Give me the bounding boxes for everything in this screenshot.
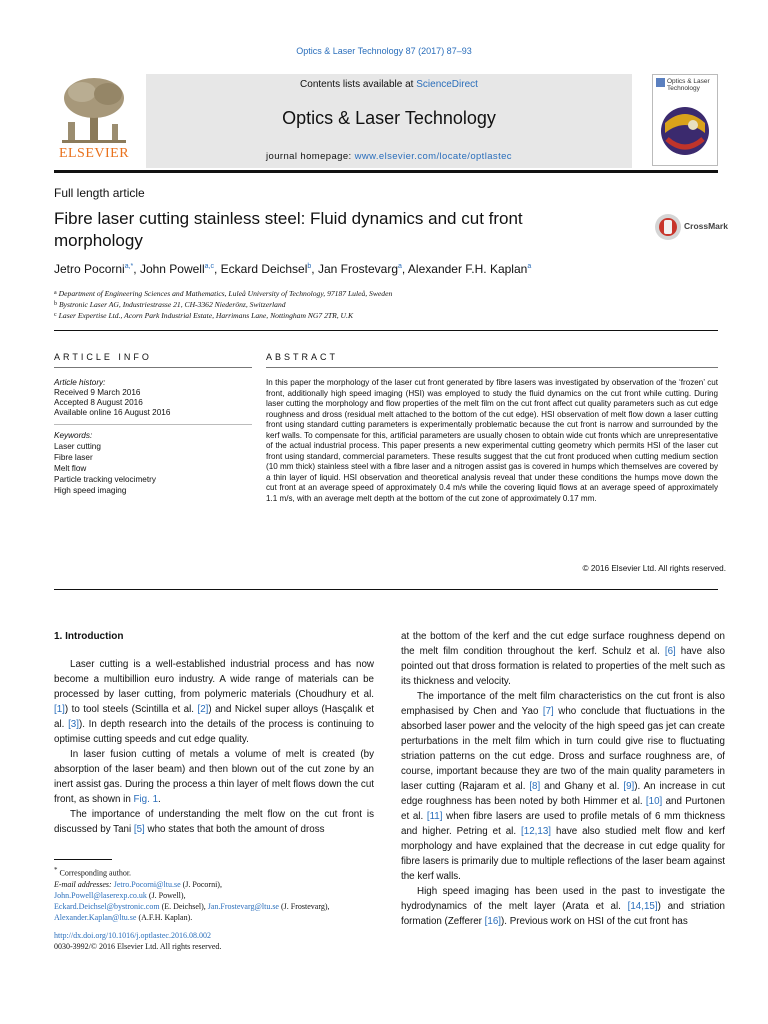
history-rule [54,424,252,425]
body-text: and Ghany et al. [540,781,624,792]
body-text: have also studied melt flow and kerf morphology and have explained that the decrease in cut edge quality for fibre lasers is primarily due to multiple reflections of the laser beam against the kerf walls. [401,826,725,882]
citation-link[interactable]: [11] [426,811,443,822]
paper-title: Fibre laser cutting stainless steel: Fluid dynamics and cut front morphology [54,209,523,250]
email-link[interactable]: Eckard.Deichsel@bystronic.com [54,901,160,911]
doi-block [54,930,374,952]
body-text: who states that both the amount of dross [144,824,325,835]
sciencedirect-link[interactable]: ScienceDirect [416,79,478,90]
body-text: have also pointed out that dross formation is related to properties of the melt such as its thickness and velocity. [401,646,725,687]
body-text: The importance of understanding the melt flow on the cut front is discussed by Tani [54,809,374,835]
history-accepted: Accepted 8 August 2016 [54,398,143,407]
section-rule [54,330,718,331]
contents-prefix: Contents lists available at [300,79,414,90]
author-name[interactable]: Jetro Pocorni [54,262,125,276]
article-info-rule [54,367,252,368]
email-link[interactable]: Jan.Frostevarg@ltu.se [207,901,279,911]
author-affiliation-mark[interactable]: a [527,263,532,270]
citation-link[interactable]: [9] [623,781,635,792]
body-column-right [401,629,725,929]
right-paragraphs [401,629,725,929]
crossmark-icon [654,213,682,241]
citation-link[interactable]: [16] [484,916,502,927]
citation-link[interactable]: [14,15] [627,901,658,912]
keyword: High speed imaging [54,486,127,495]
body-text: ). An increase in cut edge roughness has been noted by both Himmer et al. [401,781,725,807]
citation-link[interactable]: [7] [542,706,554,717]
body-text: at the bottom of the kerf and the cut edge surface roughness depend on the melt film condition throughout the kerf. Schulz et al. [401,631,725,657]
citation-link[interactable]: Fig. 1 [133,794,159,805]
affiliation: $^b$ Bystronic Laser AG, Industriestrasse 21, CH-3362 Niederönz, Switzerland [54,300,286,309]
footnote-rule [54,859,112,860]
keywords-label: Keywords: [54,431,93,440]
keyword: Fibre laser [54,453,93,462]
affiliation: $^a$ Department of Engineering Sciences and Mathematics, Luleå University of Technology, 97187 Luleå, Sweden [54,289,393,298]
author-name[interactable]: Alexander F.H. Kaplan [407,262,528,276]
body-rule [54,589,718,590]
homepage-label: journal homepage: [266,151,352,162]
body-text: ). Previous work on HSI of the cut front has [501,916,688,927]
paragraph [401,629,725,689]
abstract-copyright: © 2016 Elsevier Ltd. All rights reserved. [582,564,726,573]
body-text: ). In depth research into the details of the process is continuing to optimise cutting speeds and cut edge quality. [54,719,374,745]
paragraph [54,657,374,747]
body-text: . [158,794,161,805]
history-received: Received 9 March 2016 [54,388,141,397]
homepage-line [146,151,632,162]
crossmark-badge[interactable] [654,213,734,241]
cover-title: Optics & Laser Technology [667,78,710,92]
abstract-heading: ABSTRACT [266,352,339,362]
abstract-rule [266,367,718,368]
author-affiliation-mark[interactable]: a,c [204,263,214,270]
left-paragraphs [54,657,374,837]
body-column-left [54,629,374,837]
body-text: The importance of the melt film characteristics on the cut front is also emphasised by Chen and Yao [401,691,725,717]
journal-header [54,74,718,170]
body-text: In laser fusion cutting of metals a volume of melt is created (by absorption of the laser beam) and then blown out of the cut zone by an inert assist gas. During the process a thin layer of melt flows down the cut front, as shown in [54,749,374,805]
author-name[interactable]: Eckard Deichsel [220,262,308,276]
keyword: Laser cutting [54,442,101,451]
citation-link[interactable]: [8] [529,781,541,792]
body-text: who conclude that fluctuations in the absorbed laser power and the velocity of the high speed gas jet can create perturbations in the melt film which in turn could give rise to fluctuating striation patterns on the cut edge. Dross and surface roughness are, of course, important because they are two of the main quality parameters in laser cutting (Rajaram et al. [401,706,725,792]
journal-cover-thumbnail[interactable] [652,74,718,166]
publisher-logo-text: ELSEVIER [58,146,130,161]
header-rule [54,170,718,173]
contents-line [146,79,632,90]
affiliations [54,288,718,321]
history-label: Article history: [54,378,106,387]
doi-link[interactable]: http://dx.doi.org/10.1016/j.optlastec.2016.08.002 [54,931,211,940]
footnotes [54,865,394,923]
author-affiliation-mark[interactable]: a,* [124,263,134,270]
email-link[interactable]: John.Powell@laserexp.co.uk [54,890,147,900]
abstract-text: In this paper the morphology of the laser cut front generated by fibre lasers was investigated by observation of the ‘frozen’ cut front, additionally high speed imaging (HSI) was employed to study the fluid dynamics on the cut front while cutting. During laser cutting the morphology and flow properties of the melt film on the cut front affect cut quality parameters such as cut edge roughness and dross (residual melt attached to the bottom of the cut edge). HSI observation of melt flow down a laser cutting front using standard cutting parameters is experimentally problematic because the cut front is narrow and surrounded by the kerf walls. To compensate for this, artificial parameters are usually chosen to obtain wide cut fronts which are unrepresentative of the actual industrial process. This paper presents a new experimental cutting geometry which permits HSI of the laser cut front using standard, commercial parameters. These results suggest that the cut front produced when cutting medium section (10 mm thick) stainless steel with a fibre laser and a nitrogen assist gas is covered in humps which themselves are covered by a thin layer of liquid. HSI observation and theoretical analysis reveal that under these conditions the humps move down the cut front at an average speed of approximately 0.4 m/s while the covering liquid flows at an average speed of approximately 1.1 m/s, with an average melt depth at the bottom of the cut zone of approximately 0.17 mm. [266,378,718,503]
paragraph [54,807,374,837]
history-online: Available online 16 August 2016 [54,408,171,417]
body-text: ) to tool steels (Scintilla et al. [64,704,198,715]
section-heading: 1. Introduction [54,631,124,642]
citation-link[interactable]: [2] [197,704,209,715]
homepage-link[interactable]: www.elsevier.com/locate/optlastec [354,151,512,162]
body-text: ) and striation formation (Zefferer [401,901,726,927]
author-name[interactable]: Jan Frostevarg [317,262,398,276]
elsevier-logo[interactable] [54,74,134,166]
keywords [54,430,252,496]
article-history [54,378,252,418]
author-list: Jetro Pocorni$^{a,*}$, John Powell$^{a,c}$, Eckard Deichsel$^b$, Jan Frostevarg$^a$, Alexander F.H. Kaplan$^a$ [54,262,532,276]
citation-link[interactable]: [5] [133,824,145,835]
body-text: and Purtonen et al. [401,796,725,822]
email-addresses: E-mail addresses: Jetro.Pocorni@ltu.se (J. Pocorni), John.Powell@laserexp.co.uk (J. Powell), Eckard.Deichsel@bystronic.com (E. Deichsel), Jan.Frostevarg@ltu.se (J. Frostevarg), Alexander.Kaplan@ltu.se (A.F.H. Kaplan). [54,879,330,922]
paragraph [401,689,725,884]
body-text: when fibre lasers are used to profile metals of 6 mm thickness and higher. Petring et al. [401,811,725,837]
author-name[interactable]: John Powell [139,262,205,276]
email-link[interactable]: Alexander.Kaplan@ltu.se [54,912,137,922]
citation-link[interactable]: [3] [68,719,79,730]
issn-line: 0030-3992/© 2016 Elsevier Ltd. All rights reserved. [54,942,222,951]
citation-link[interactable]: [10] [645,796,663,807]
author-affiliation-mark[interactable]: a [398,263,402,270]
paragraph [54,747,374,807]
citation-link[interactable]: [6] [664,646,676,657]
citation-link[interactable]: [1] [54,704,65,715]
citation-link[interactable]: [12,13] [521,826,551,837]
elsevier-tree-icon [54,74,134,150]
keyword: Particle tracking velocimetry [54,475,156,484]
body-text: Laser cutting is a well-established industrial process and has now become a multibillion euro industry. A wide range of materials can be processed by laser cutting, from polymeric materials (Choudhury et al. [54,659,374,700]
article-info-heading: ARTICLE INFO [54,352,152,362]
journal-title: Optics & Laser Technology [282,108,496,128]
corresponding-note: * Corresponding author. [54,866,132,878]
author-affiliation-mark[interactable]: b [307,263,312,270]
body-text: ) and Nickel super alloys (Hasçalık et al. [54,704,374,730]
journal-reference[interactable]: Optics & Laser Technology 87 (2017) 87–93 [296,46,472,56]
journal-masthead [146,74,632,168]
crossmark-label: CrossMark [684,221,728,231]
affiliation: $^c$ Laser Expertise Ltd., Acorn Park Industrial Estate, Harrimans Lane, Nottingham NG7 2TR, U.K [54,311,354,320]
article-type: Full length article [54,186,145,200]
email-link[interactable]: Jetro.Pocorni@ltu.se [113,879,181,889]
paragraph [401,884,725,929]
body-text: High speed imaging has been used in the past to investigate the hydrodynamics of the melt layer (Arata et al. [401,886,725,912]
keyword: Melt flow [54,464,87,473]
